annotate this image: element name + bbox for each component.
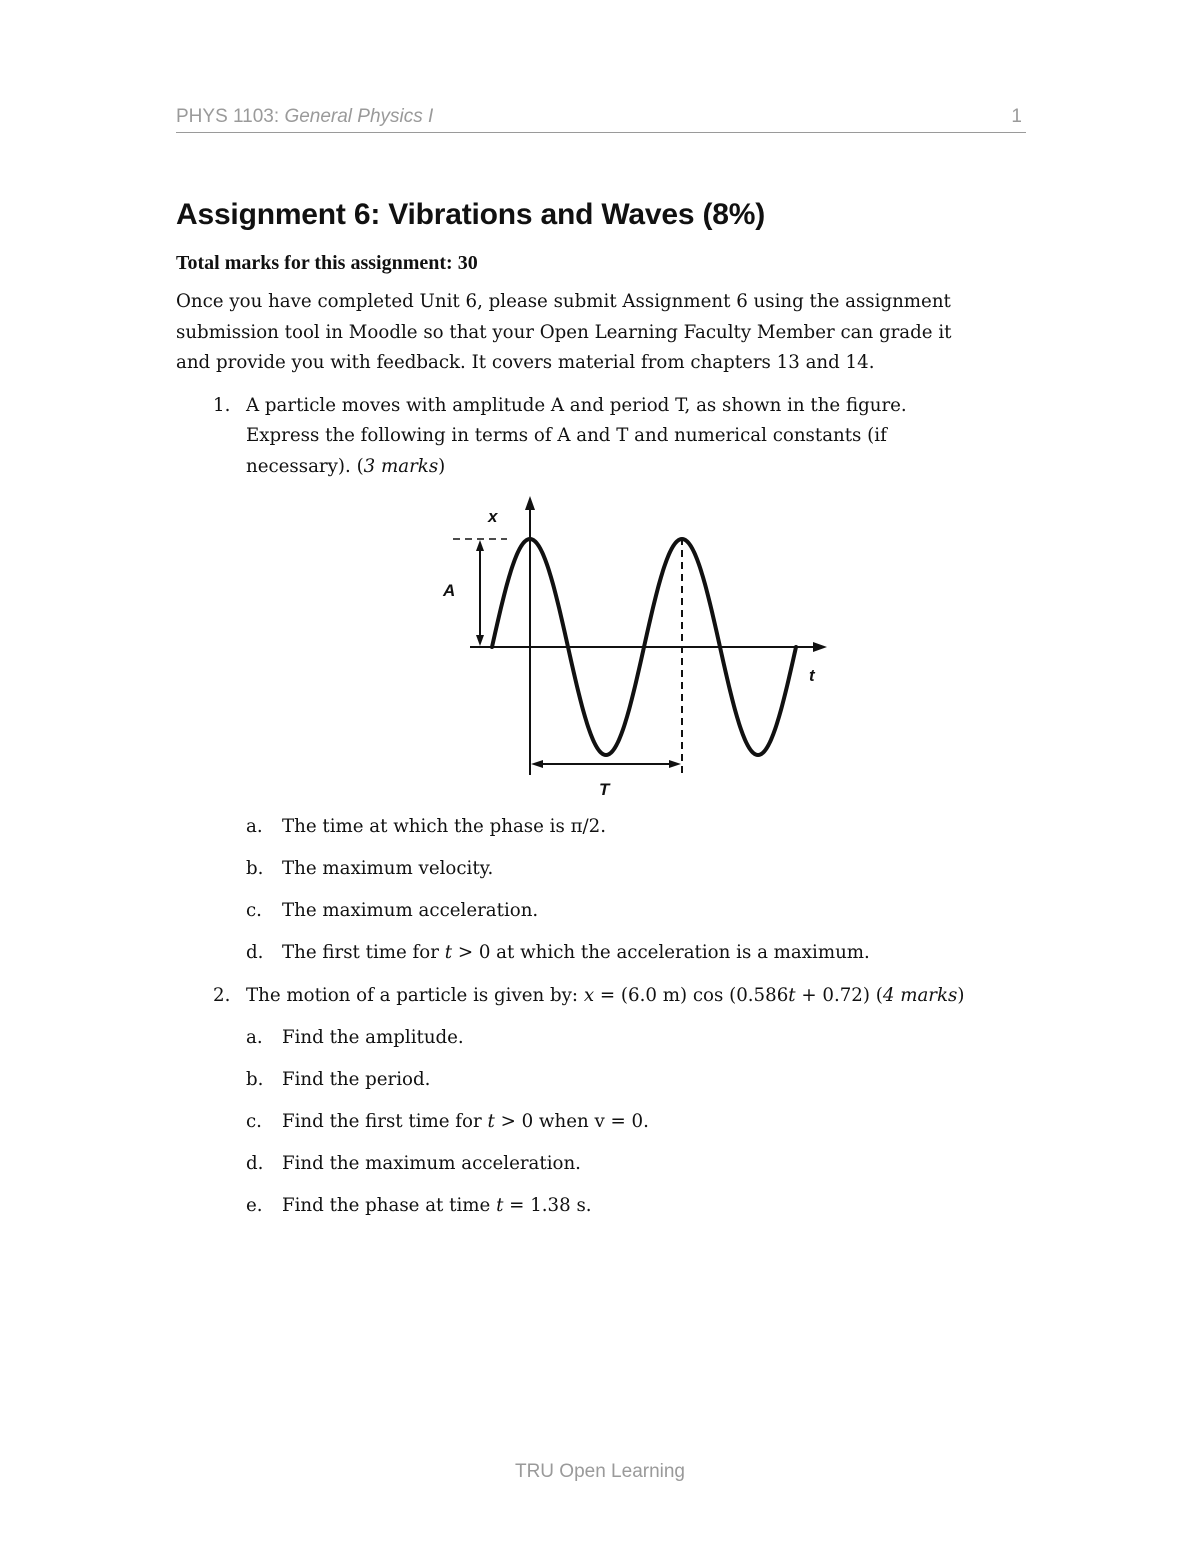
oscillation-figure [435, 490, 835, 805]
amplitude-arrowhead-bottom [476, 635, 484, 646]
x-axis-label: x [488, 507, 498, 526]
amplitude-arrowhead-top [476, 540, 484, 551]
part-letter: b. [246, 1069, 264, 1090]
question-text-line: necessary). (3 marks) [246, 456, 446, 477]
part-letter: e. [246, 1195, 263, 1216]
period-label: T [599, 780, 610, 799]
part-letter: c. [246, 900, 262, 921]
part-letter: d. [246, 942, 264, 963]
question-text-line: The motion of a particle is given by: x = (6.0 m) cos (0.586t + 0.72) (4 marks) [246, 985, 965, 1006]
part-letter: a. [246, 816, 263, 837]
page-header [176, 106, 1026, 133]
course-code: PHYS 1103: [176, 106, 280, 127]
x-axis-arrow [525, 496, 535, 510]
part-text: The maximum acceleration. [282, 900, 539, 921]
part-letter: b. [246, 858, 264, 879]
question-marks: 3 marks [363, 456, 439, 477]
part-text: Find the phase at time t = 1.38 s. [282, 1195, 592, 1216]
period-arrowhead-left [531, 760, 543, 768]
period-arrowhead-right [669, 760, 681, 768]
part-text: Find the amplitude. [282, 1027, 464, 1048]
page-number: 1 [1011, 106, 1022, 127]
intro-line: Once you have completed Unit 6, please submit Assignment 6 using the assignment [176, 291, 951, 312]
oscillation-graph [435, 490, 835, 805]
part-text: Find the first time for t > 0 when v = 0. [282, 1111, 649, 1132]
part-text: The maximum velocity. [282, 858, 494, 879]
part-text: Find the period. [282, 1069, 431, 1090]
part-letter: d. [246, 1153, 264, 1174]
t-axis-label: t [809, 666, 815, 685]
question-number: 1. [213, 395, 231, 416]
question-number: 2. [213, 985, 231, 1006]
page-footer: TRU Open Learning [514, 1461, 686, 1482]
t-axis-arrow [813, 642, 827, 652]
question-text-line: Express the following in terms of A and T and numerical constants (if [246, 425, 887, 446]
part-letter: a. [246, 1027, 263, 1048]
question-text-line: A particle moves with amplitude A and period T, as shown in the figure. [246, 395, 907, 416]
part-text: The first time for t > 0 at which the acceleration is a maximum. [282, 942, 870, 963]
part-letter: c. [246, 1111, 262, 1132]
course-name: General Physics I [284, 106, 434, 127]
total-marks: Total marks for this assignment: 30 [176, 252, 478, 274]
course-title [176, 106, 433, 128]
part-text: Find the maximum acceleration. [282, 1153, 581, 1174]
amplitude-label: A [443, 581, 456, 600]
intro-line: submission tool in Moodle so that your Open Learning Faculty Member can grade it [176, 322, 952, 343]
assignment-title: Assignment 6: Vibrations and Waves (8%) [176, 198, 766, 231]
part-text: The time at which the phase is π/2. [282, 816, 607, 837]
question-marks: 4 marks [882, 985, 958, 1006]
intro-line: and provide you with feedback. It covers material from chapters 13 and 14. [176, 352, 875, 373]
